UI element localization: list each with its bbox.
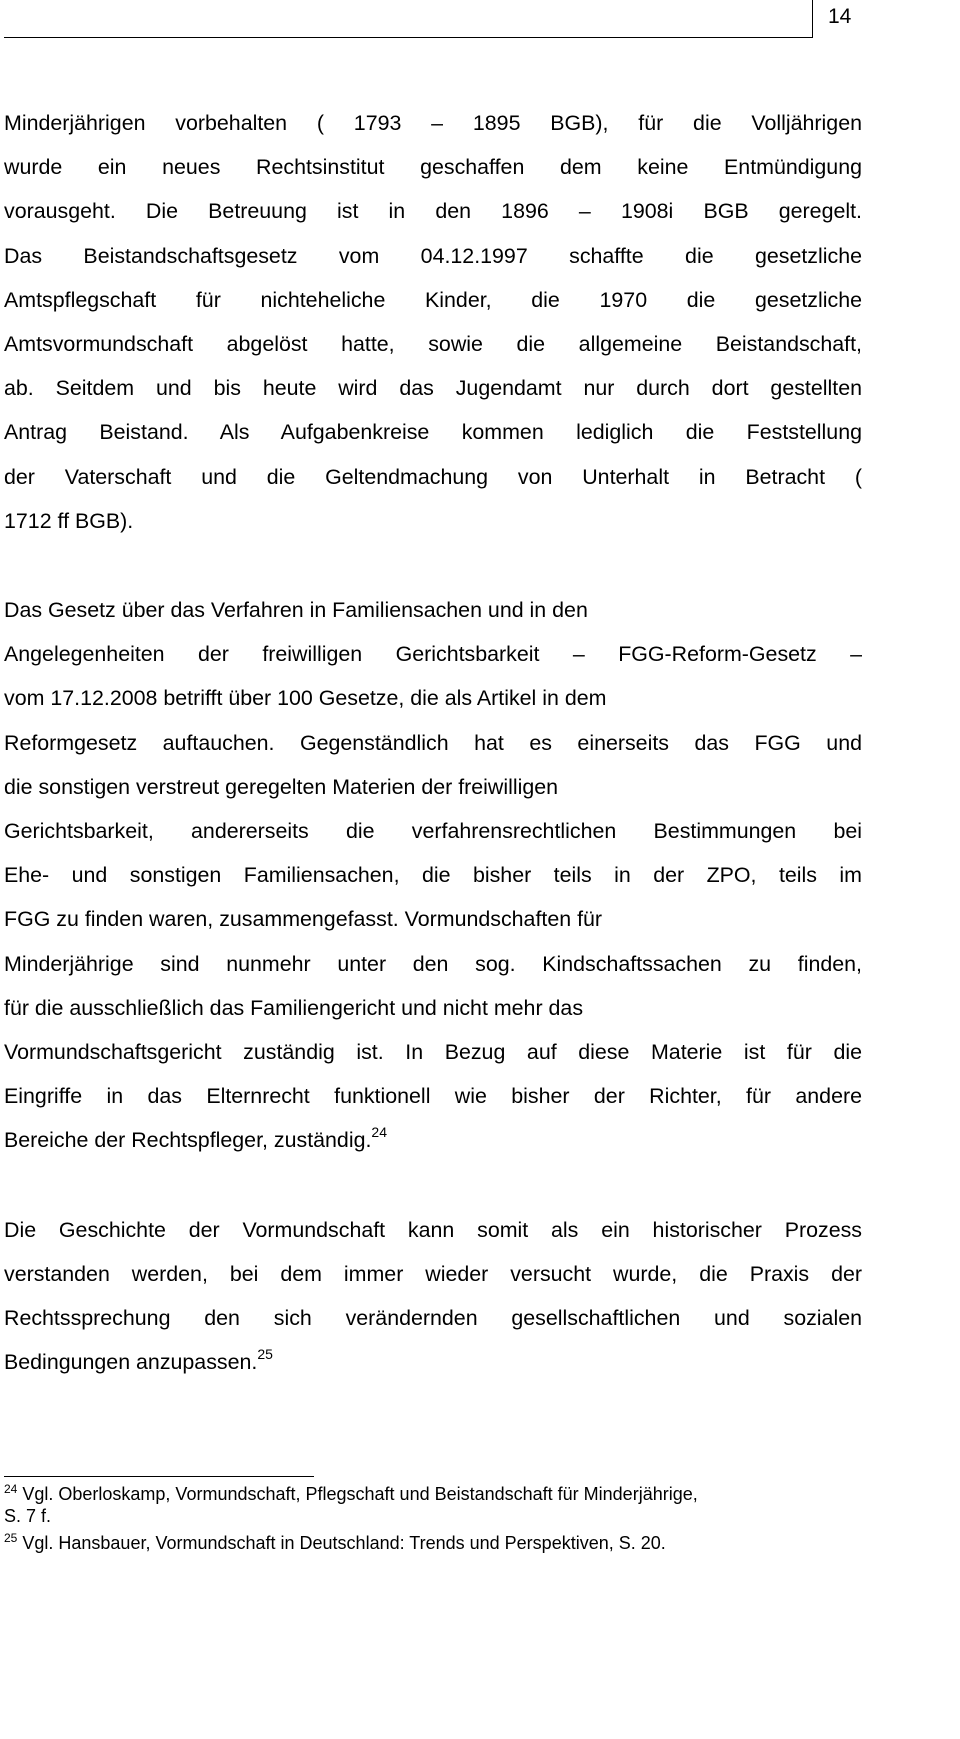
footnote-ref-25[interactable]: 25 — [257, 1346, 273, 1363]
page-number: 14 — [828, 5, 852, 28]
paragraph-2 — [4, 588, 862, 1163]
text-line: Vormundschaftsgericht zuständig ist. In Bezug auf diese Materie ist für die — [4, 1040, 862, 1065]
footnote-number: 24 — [4, 1482, 18, 1496]
header-rule — [4, 37, 812, 38]
header-divider — [812, 0, 813, 38]
text-line: für die ausschließlich das Familiengericht und nicht mehr das — [4, 995, 584, 1020]
text-line: Minderjährige sind nunmehr unter den sog. Kindschaftssachen zu finden, — [4, 951, 862, 976]
paragraph-1 — [4, 101, 862, 543]
footnote-24 — [4, 1484, 854, 1527]
footnote-text: Vgl. Oberloskamp, Vormundschaft, Pflegschaft und Beistandschaft für Minderjährige, — [22, 1484, 698, 1504]
text-line: Ehe- und sonstigen Familiensachen, die bisher teils in der ZPO, teils im — [4, 863, 862, 888]
text-line — [4, 1340, 862, 1384]
footnote-text: S. 7 f. — [4, 1505, 52, 1526]
text-line-content: Bereiche der Rechtspfleger, zuständig. — [4, 1128, 372, 1153]
text-line: FGG zu finden waren, zusammengefasst. Vormundschaften für — [4, 907, 603, 932]
text-line: Minderjährigen vorbehalten ( 1793 – 1895 BGB), für die Volljährigen — [4, 111, 862, 135]
text-line: verstanden werden, bei dem immer wieder versucht wurde, die Praxis der — [4, 1261, 862, 1286]
text-line: Das Gesetz über das Verfahren in Familiensachen und in den — [4, 598, 588, 623]
page-header — [0, 0, 960, 40]
text-line: die sonstigen verstreut geregelten Materien der freiwilligen — [4, 774, 559, 799]
footnote-number: 25 — [4, 1531, 18, 1545]
footnotes — [4, 1484, 854, 1561]
text-line: 1712 ff BGB). — [4, 508, 134, 533]
text-line — [4, 1118, 862, 1162]
text-line: Gerichtsbarkeit, andererseits die verfahrensrechtlichen Bestimmungen bei — [4, 819, 862, 844]
footnote-ref-24[interactable]: 24 — [371, 1124, 387, 1141]
text-line: Amtspflegschaft für nichteheliche Kinder, die 1970 die gesetzliche — [4, 287, 862, 312]
footnote-separator — [4, 1476, 314, 1477]
text-line: Angelegenheiten der freiwilligen Gerichtsbarkeit – FGG-Reform-Gesetz – — [4, 642, 862, 667]
paragraph-3 — [4, 1208, 862, 1385]
text-line: Reformgesetz auftauchen. Gegenständlich hat es einerseits das FGG und — [4, 730, 862, 755]
footnote-text: Vgl. Hansbauer, Vormundschaft in Deutschland: Trends und Perspektiven, S. 20. — [22, 1533, 666, 1553]
text-line: vom 17.12.2008 betrifft über 100 Gesetze, die als Artikel in dem — [4, 686, 607, 711]
text-line: Eingriffe in das Elternrecht funktionell wie bisher der Richter, für andere — [4, 1084, 862, 1109]
text-line: Rechtssprechung den sich verändernden gesellschaftlichen und sozialen — [4, 1306, 862, 1331]
text-line: ab. Seitdem und bis heute wird das Jugendamt nur durch dort gestellten — [4, 376, 862, 401]
text-line: Amtsvormundschaft abgelöst hatte, sowie die allgemeine Beistandschaft, — [4, 332, 862, 357]
text-line: der Vaterschaft und die Geltendmachung von Unterhalt in Betracht ( — [4, 464, 862, 489]
text-line: Antrag Beistand. Als Aufgabenkreise kommen lediglich die Feststellung — [4, 420, 862, 445]
footnote-25 — [4, 1533, 854, 1555]
text-line-content: Bedingungen anzupassen. — [4, 1350, 258, 1375]
text-line: Die Geschichte der Vormundschaft kann somit als ein historischer Prozess — [4, 1217, 862, 1242]
text-line: Das Beistandschaftsgesetz vom 04.12.1997 schaffte die gesetzliche — [4, 243, 862, 268]
text-line: wurde ein neues Rechtsinstitut geschaffen dem keine Entmündigung — [4, 155, 862, 180]
body-text — [4, 101, 862, 1384]
text-line: vorausgeht. Die Betreuung ist in den 1896 – 1908i BGB geregelt. — [4, 199, 862, 224]
